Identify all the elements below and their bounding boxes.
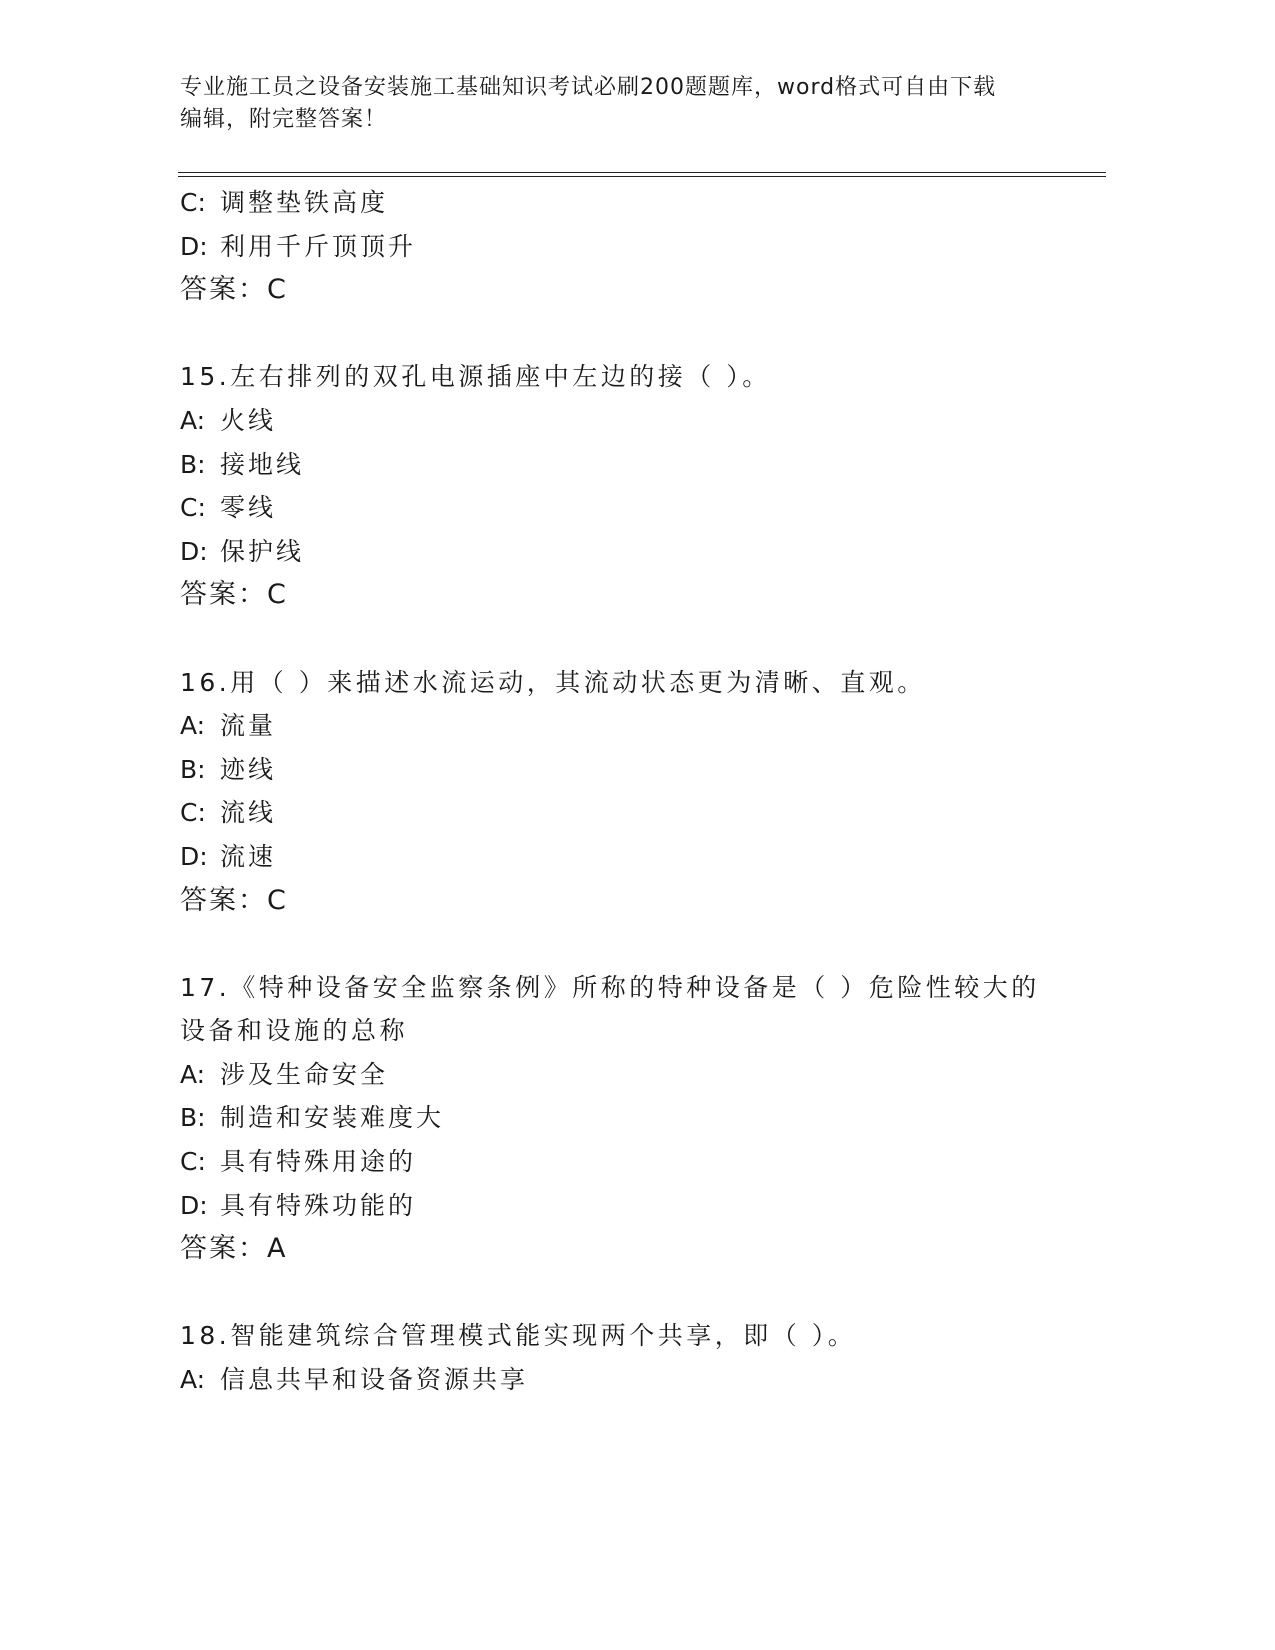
option-label: A: [180,405,206,435]
option-label: B: [180,449,206,479]
header-title-line-2: 编辑，附完整答案！ [180,107,388,132]
spacer [180,312,1080,356]
answer-line: 答案：A [180,1233,288,1265]
option-text: 流速 [220,841,277,871]
option-label: C: [180,493,206,523]
header-divider-bottom [178,176,1106,177]
option-text: 利用千斤顶顶升 [220,231,417,261]
spacer [180,1271,1080,1315]
option-c [180,791,1080,835]
spacer [180,922,1080,966]
option-c [180,1140,1080,1184]
question-stem-18: 18.智能建筑综合管理模式能实现两个共享，即（ ）。 [180,1321,857,1351]
option-label: C: [180,798,206,828]
option-label: C: [180,188,206,217]
option-c [180,486,1080,530]
answer-line: 答案：C [180,579,288,611]
question-stem-17: 17.《特种设备安全监察条例》所称的特种设备是（ ）危险性较大的 [180,972,1040,1002]
option-d [180,1184,1080,1228]
option-a [180,1358,1080,1402]
option-label: D: [180,231,208,261]
header-title-line-1: 专业施工员之设备安装施工基础知识考试必刷200题题库，word格式可自由下载 [180,75,997,100]
option-text: 制造和安装难度大 [220,1103,445,1133]
option-text: 信息共早和设备资源共享 [220,1365,529,1395]
option-label: B: [180,754,206,784]
option-text: 涉及生命安全 [220,1059,389,1089]
option-a [180,1053,1080,1097]
option-b [180,1096,1080,1140]
option-d [180,225,1080,269]
option-text: 火线 [220,405,277,435]
option-d [180,530,1080,574]
document-header [180,72,1060,136]
option-label: A: [180,711,206,741]
option-a [180,399,1080,443]
spacer [180,617,1080,661]
option-label: D: [180,1190,208,1220]
question-stem-16: 16.用（ ）来描述水流运动，其流动状态更为清晰、直观。 [180,667,926,697]
option-text: 流线 [220,798,277,828]
option-label: A: [180,1365,206,1395]
option-label: C: [180,1147,206,1177]
option-label: A: [180,1059,206,1089]
option-text: 流量 [220,711,277,741]
option-b [180,748,1080,792]
question-stem-17-continued: 设备和设施的总称 [180,1016,409,1046]
option-text: 具有特殊功能的 [220,1190,417,1220]
option-a [180,704,1080,748]
option-label: D: [180,841,208,871]
option-b [180,443,1080,487]
header-divider-top [178,172,1106,173]
option-label: D: [180,536,208,566]
option-text: 迹线 [220,754,277,784]
question-stem-15: 15.左右排列的双孔电源插座中左边的接（ ）。 [180,362,771,392]
answer-line: 答案：C [180,274,288,306]
option-d [180,835,1080,879]
option-c [180,181,1080,225]
answer-line: 答案：C [180,884,288,916]
option-text: 零线 [220,493,277,523]
option-label: B: [180,1103,206,1133]
question-list [180,181,1080,1402]
option-text: 保护线 [220,536,305,566]
option-text: 调整垫铁高度 [220,188,389,217]
option-text: 接地线 [220,449,305,479]
option-text: 具有特殊用途的 [220,1147,417,1177]
